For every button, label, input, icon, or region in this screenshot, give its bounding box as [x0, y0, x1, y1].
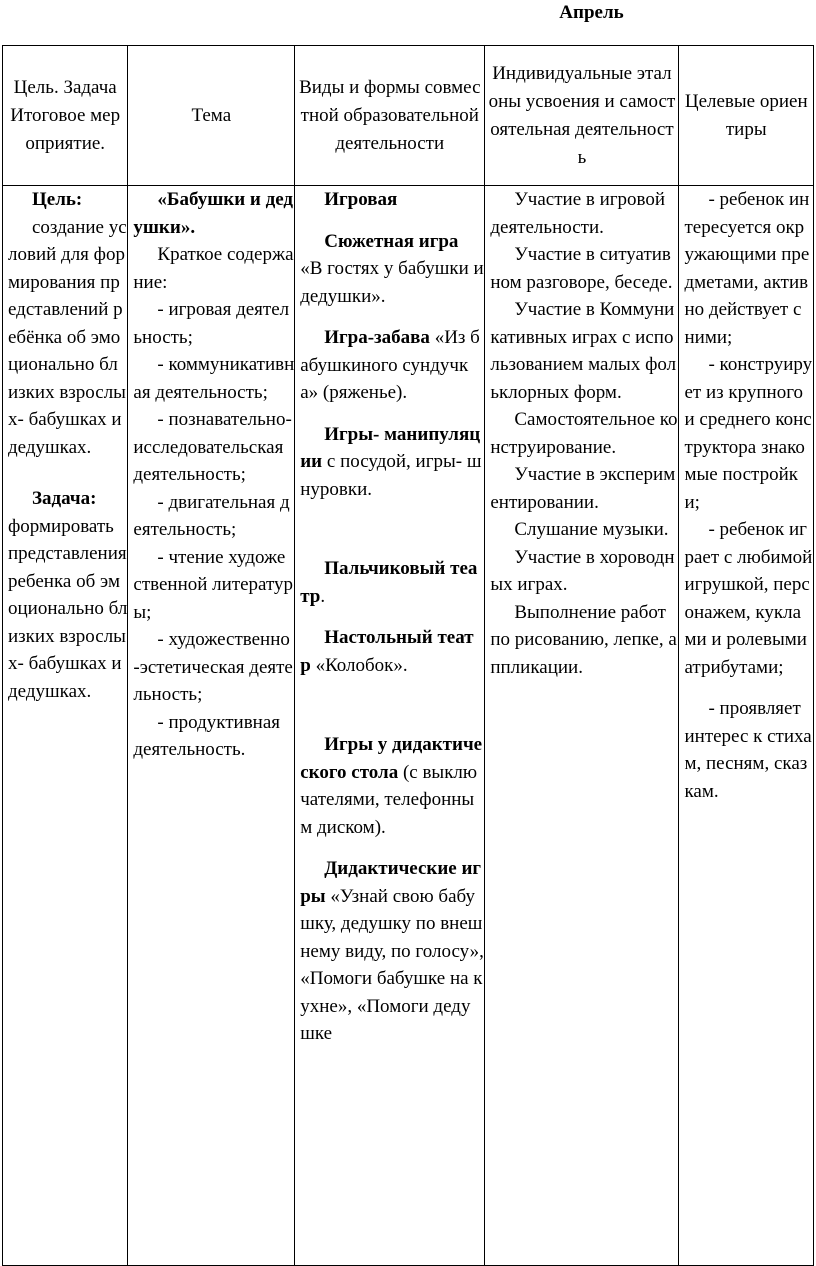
- activity-table-theatre-text: «Колобок».: [315, 654, 408, 676]
- task-label: Задача:: [32, 488, 97, 509]
- plan-table: [2, 45, 814, 1266]
- table-row: [3, 186, 814, 1266]
- activity-game: Игровая: [324, 189, 398, 210]
- activity-finger-theatre-text: .: [320, 585, 326, 607]
- table-header-row: [3, 46, 814, 186]
- page-title: Апрель: [559, 2, 624, 23]
- activity-manipulation-text: с посудой, игры- шнуровки.: [300, 451, 482, 500]
- activity-plot-game-text: «В гостях у бабушки и дедушки».: [300, 258, 484, 307]
- header-goal-task: Цель. Задача Итоговое мероприятие.: [3, 46, 128, 186]
- list-item: - художественно -эстетическая деятельность;: [133, 629, 293, 705]
- header-theme: Тема: [128, 46, 295, 186]
- list-item: Слушание музыки.: [514, 519, 669, 540]
- cell-activity-forms: [295, 186, 485, 1266]
- activity-didactic-table-text: (с выключателями, телефонным диском).: [300, 761, 478, 838]
- header-target-guidelines: Целевые ориентиры: [679, 46, 814, 186]
- list-item: - ребенок интересуется окружающими предметами, активно действует с ними;: [684, 189, 810, 348]
- list-item: Участие в ситуативном разговоре, беседе.: [490, 244, 673, 293]
- list-item: - игровая деятельность;: [133, 299, 290, 348]
- list-item: - ребенок играет с любимой игрушкой, персонажем, куклами и ролевыми атрибутами;: [684, 519, 813, 678]
- list-item: - чтение художественной литературы;: [133, 546, 294, 623]
- activity-didactic-games-label: Дидактические игры: [300, 858, 482, 907]
- activity-fun-game-text: «Из бабушкиного сундучка» (ряженье).: [300, 327, 480, 403]
- list-item: - конструирует из крупного и среднего конструктора знакомые постройки;: [684, 354, 813, 513]
- list-item: - двигательная деятельность;: [133, 491, 290, 540]
- activity-manipulation-label: Игры- манипуляции: [300, 423, 481, 472]
- activity-fun-game-label: Игра-забава: [324, 327, 430, 348]
- theme-title: «Бабушки и дедушки».: [133, 189, 294, 238]
- summary-label: Краткое содержание:: [133, 244, 294, 293]
- list-item: Участие в игровой деятельности.: [490, 189, 666, 238]
- list-item: - познавательно- исследовательская деятельность;: [133, 409, 292, 485]
- activity-table-theatre-label: Настольный театр: [300, 627, 474, 676]
- header-individual-standards: Индивидуальные эталоны усвоения и самостоятельная деятельность: [485, 46, 679, 186]
- task-text: формировать представления ребенка об эмоционально близких взрослых- бабушках и дедушках.: [8, 515, 128, 702]
- activity-didactic-games-text: «Узнай свою бабушку, дедушку по внешнему виду, по голосу», «Помоги бабушке на кухне», «Помоги дедушке: [300, 885, 484, 1044]
- list-item: Самостоятельное конструирование.: [490, 409, 678, 458]
- list-item: - продуктивная деятельность.: [133, 711, 281, 760]
- list-item: - проявляет интерес к стихам, песням, сказкам.: [684, 698, 812, 802]
- activity-finger-theatre-label: Пальчиковый театр: [300, 558, 478, 607]
- cell-goal-task: [3, 186, 128, 1266]
- list-item: Участие в Коммуникативных играх с использованием малых фольклорных форм.: [490, 299, 677, 403]
- list-item: Участие в хороводных играх.: [490, 546, 675, 595]
- cell-individual-standards: [485, 186, 679, 1266]
- list-item: Участие в экспериментировании.: [490, 464, 676, 513]
- activity-plot-game-label: Сюжетная игра: [324, 230, 459, 252]
- list-item: - коммуникативная деятельность;: [133, 354, 295, 403]
- goal-text: создание условий для формирования представлений ребёнка об эмоционально близких взрослых- бабушках и дедушках.: [8, 216, 127, 458]
- header-activity-forms: Виды и формы совместной образовательной деятельности: [295, 46, 485, 186]
- cell-target-guidelines: [679, 186, 814, 1266]
- cell-theme: [128, 186, 295, 1266]
- goal-label: Цель:: [32, 189, 83, 210]
- list-item: Выполнение работ по рисованию, лепке, аппликации.: [490, 601, 677, 678]
- activity-didactic-table-label: Игры у дидактического стола: [300, 734, 483, 783]
